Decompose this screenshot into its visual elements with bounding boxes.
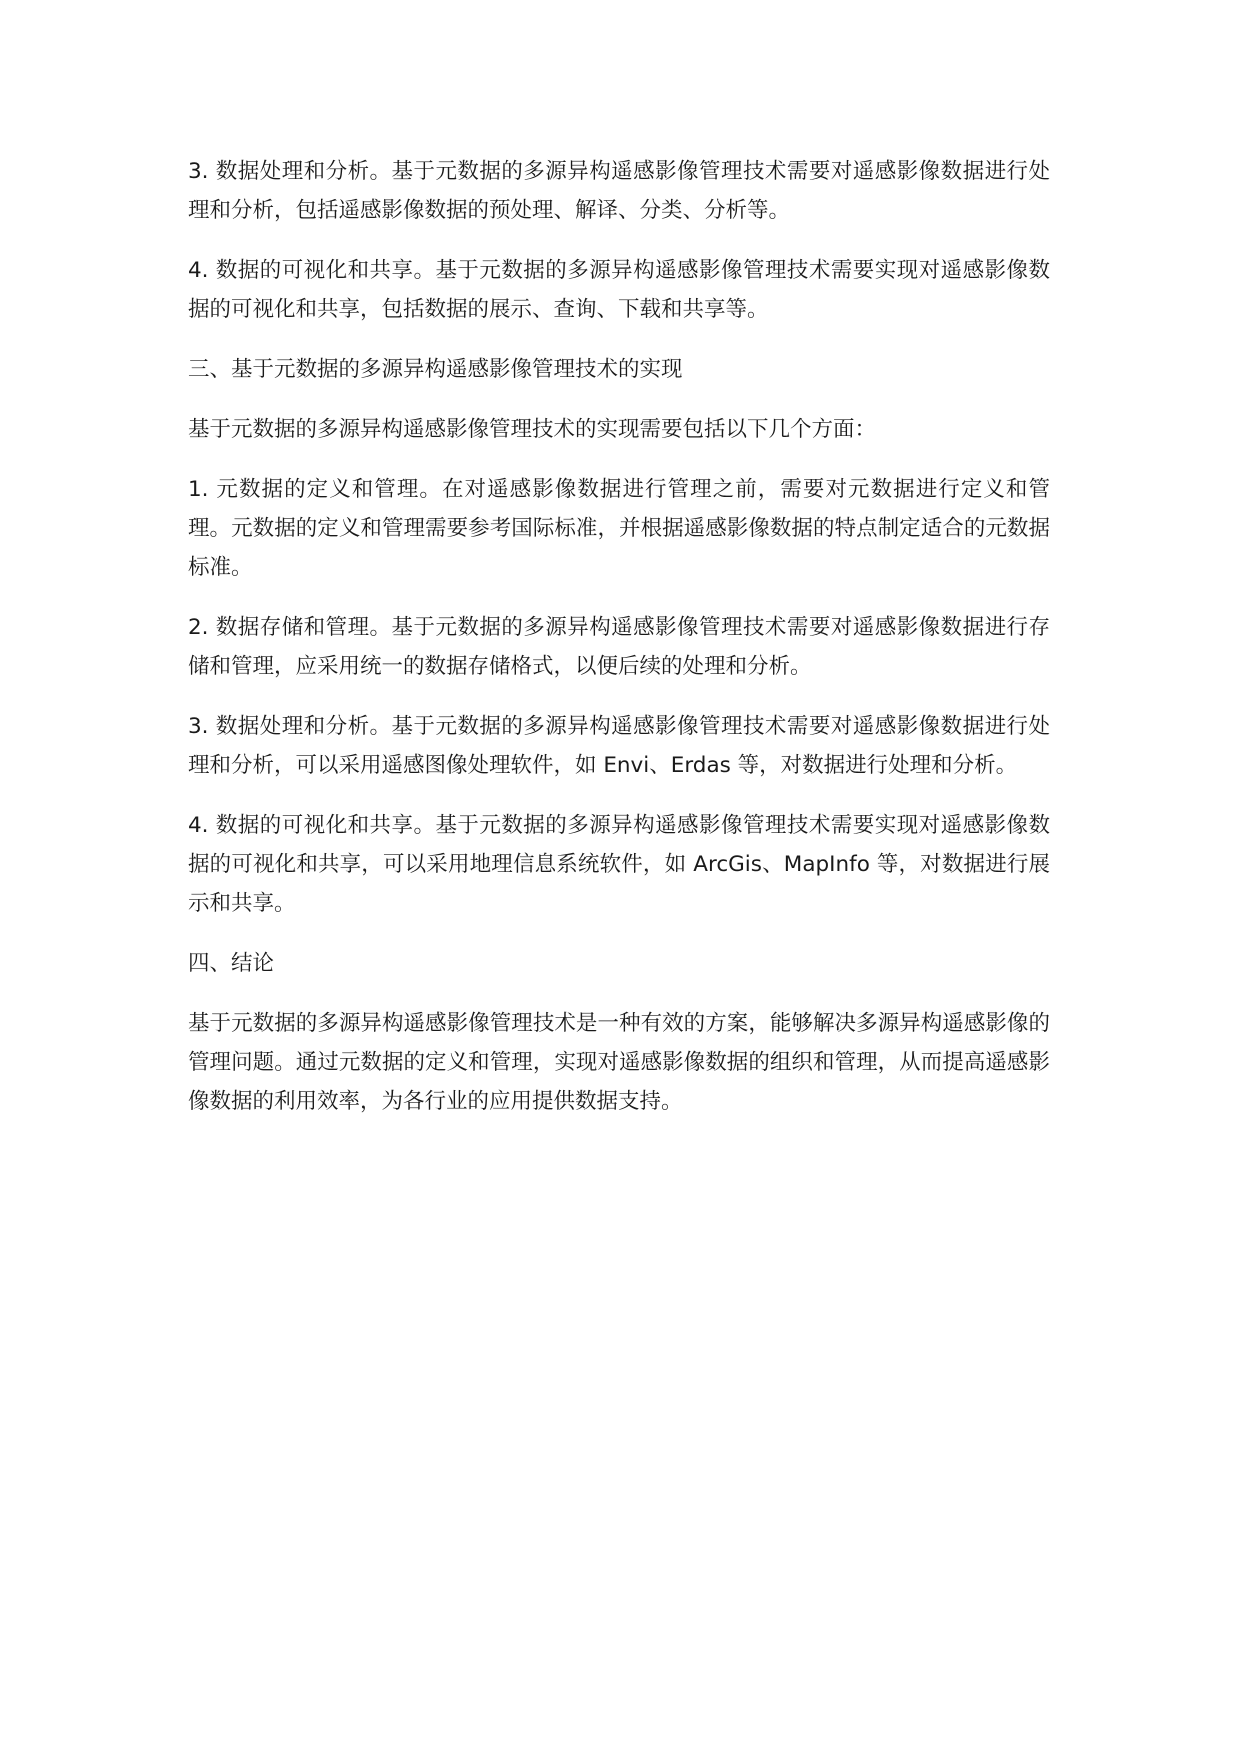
section-4-heading: 四、结论 <box>188 951 275 976</box>
item-1-metadata-definition: 1. 元数据的定义和管理。在对遥感影像数据进行管理之前，需要对元数据进行定义和管理。元数据的定义和管理需要参考国际标准，并根据遥感影像数据的特点制定适合的元数据标准。 <box>188 477 1050 580</box>
document-body <box>188 152 1050 1142</box>
section-3-intro: 基于元数据的多源异构遥感影像管理技术的实现需要包括以下几个方面： <box>188 417 877 442</box>
item-4-visualization-second: 4. 数据的可视化和共享。基于元数据的多源异构遥感影像管理技术需要实现对遥感影像数据的可视化和共享，可以采用地理信息系统软件，如 ArcGis、MapInfo 等，对数据进行展示和共享。 <box>188 813 1050 916</box>
item-2-data-storage: 2. 数据存储和管理。基于元数据的多源异构遥感影像管理技术需要对遥感影像数据进行存储和管理，应采用统一的数据存储格式，以便后续的处理和分析。 <box>188 615 1050 679</box>
item-3-data-processing-second: 3. 数据处理和分析。基于元数据的多源异构遥感影像管理技术需要对遥感影像数据进行处理和分析，可以采用遥感图像处理软件，如 Envi、Erdas 等，对数据进行处理和分析。 <box>188 714 1050 778</box>
item-3-data-processing-first: 3. 数据处理和分析。基于元数据的多源异构遥感影像管理技术需要对遥感影像数据进行处理和分析，包括遥感影像数据的预处理、解译、分类、分析等。 <box>188 159 1050 223</box>
conclusion-paragraph: 基于元数据的多源异构遥感影像管理技术是一种有效的方案，能够解决多源异构遥感影像的管理问题。通过元数据的定义和管理，实现对遥感影像数据的组织和管理，从而提高遥感影像数据的利用效率，为各行业的应用提供数据支持。 <box>188 1011 1050 1114</box>
item-4-visualization-first: 4. 数据的可视化和共享。基于元数据的多源异构遥感影像管理技术需要实现对遥感影像数据的可视化和共享，包括数据的展示、查询、下载和共享等。 <box>188 258 1050 322</box>
section-3-heading: 三、基于元数据的多源异构遥感影像管理技术的实现 <box>188 357 683 382</box>
